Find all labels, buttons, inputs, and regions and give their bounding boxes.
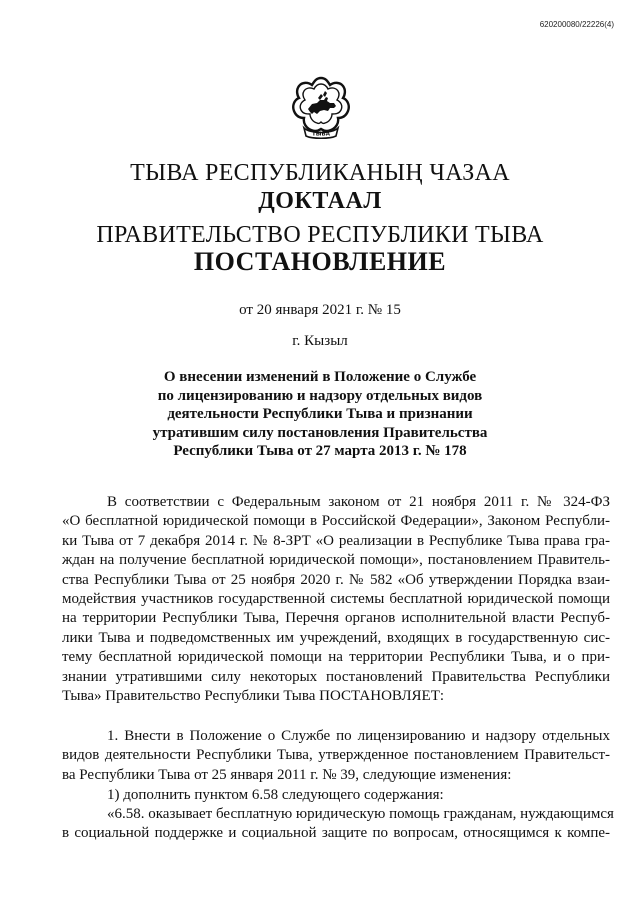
document-city: г. Кызыл: [292, 333, 348, 349]
text-line: знании утратившими силу некоторых постановлений Правительства Республики: [62, 668, 610, 685]
text-line: ждан на получение бесплатной юридической помощи», постановлением Правитель-: [62, 552, 610, 569]
title-line: О внесении изменений в Положение о Службе: [163, 369, 477, 385]
title-line: деятельности Республики Тыва и признании: [167, 406, 473, 422]
text-line: 1) дополнить пунктом 6.58 следующего содержания:: [107, 787, 444, 803]
text-line: модействия участников государственной системы бесплатной юридической помощи: [62, 591, 610, 608]
text-line: ства Республики Тыва от 25 ноября 2020 г. № 582 «Об утверждении Порядка взаи-: [62, 571, 610, 588]
emblem-inscription: ТЫВА: [312, 131, 330, 138]
document-type: ПОСТАНОВЛЕНИЕ: [193, 247, 447, 276]
title-line: по лицензированию и надзору отдельных видов: [157, 387, 483, 404]
text-line: лики Тыва и подведомственных им учреждений, входящих в государственную сис-: [62, 629, 610, 646]
text-line: «О бесплатной юридической помощи в Российской Федерации», Законом Республи-: [62, 513, 610, 530]
text-line: В соответствии с Федеральным законом от 21 ноября 2011 г. № 324-ФЗ: [107, 494, 610, 510]
text-line: 1. Внести в Положение о Службе по лицензированию и надзору отдельных: [107, 728, 610, 744]
document-registration-number: 620200080/22226(4): [539, 20, 614, 29]
text-line: ки Тыва от 7 декабря 2014 г. № 8-ЗРТ «О реализации в Республике Тыва права гра-: [62, 532, 610, 549]
subitem-1-paragraph: [62, 786, 610, 805]
text-line: «6.58. оказывает бесплатную юридическую помощь гражданам, нуждающимся: [107, 806, 614, 822]
text-line: тему бесплатной юридической помощи на территории Республики Тыва, и о при-: [62, 649, 610, 666]
resolution-title: [110, 368, 530, 461]
government-title: ПРАВИТЕЛЬСТВО РЕСПУБЛИКИ ТЫВА: [96, 222, 544, 248]
text-line: ва Республики Тыва от 25 января 2011 г. № 39, следующие изменения:: [62, 766, 512, 783]
quote-paragraph: [62, 805, 614, 844]
text-line: на территории Республики Тыва, Перечня органов исполнительной власти Респуб-: [62, 610, 610, 627]
title-line: утратившим силу постановления Правительства: [152, 424, 488, 441]
tuva-government-title: ТЫВА РЕСПУБЛИКАНЫҢ ЧАЗАА: [130, 160, 510, 186]
preamble-paragraph: [62, 493, 610, 706]
text-line: видов деятельности Республики Тыва, утвержденное постановлением Правительст-: [62, 747, 610, 764]
text-line: Тыва» Правительство Республики Тыва ПОСТАНОВЛЯЕТ:: [62, 688, 445, 705]
text-line: в социальной поддержке и социальной защите по вопросам, относящимся к компе-: [62, 825, 610, 842]
tuva-document-type: ДОКТААЛ: [258, 188, 382, 214]
document-date-number: от 20 января 2021 г. № 15: [239, 302, 401, 318]
title-line: Республики Тыва от 27 марта 2013 г. № 178: [173, 443, 467, 459]
tuva-coat-of-arms-icon: [290, 76, 352, 140]
item-1-paragraph: [62, 727, 610, 785]
